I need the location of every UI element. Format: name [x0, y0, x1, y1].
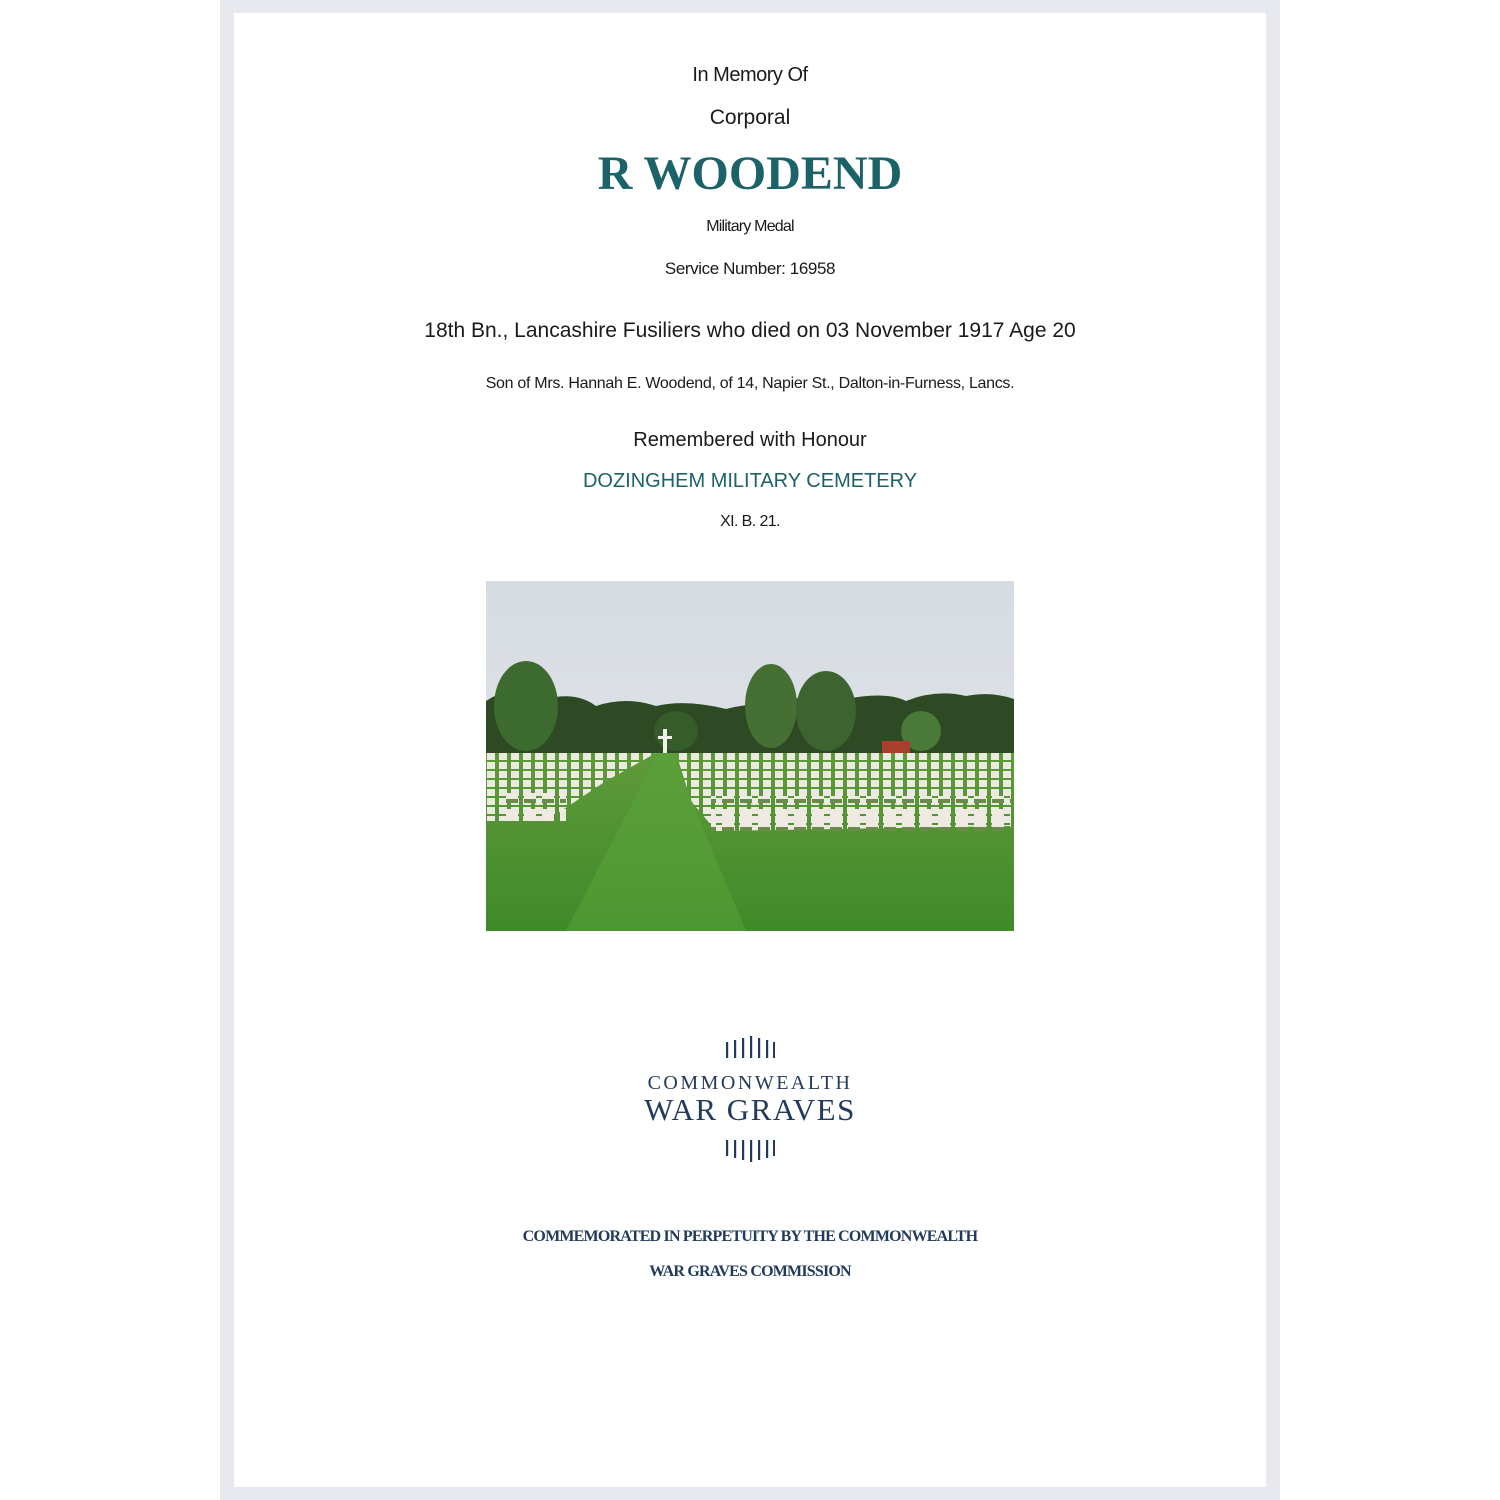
logo-text-commonwealth: COMMONWEALTH — [647, 1072, 853, 1094]
service-number: Service Number: 16958 — [664, 259, 836, 278]
logo-bars-bottom-icon — [725, 1140, 775, 1162]
footer-line-2: WAR GRAVES COMMISSION — [649, 1263, 851, 1280]
grave-reference: XI. B. 21. — [720, 513, 780, 530]
logo-bars-top-icon — [725, 1036, 775, 1058]
in-memory-heading: In Memory Of — [692, 64, 808, 86]
logo-text-war-graves: WAR GRAVES — [644, 1092, 856, 1127]
honours-awards: Military Medal — [706, 218, 794, 235]
rank: Corporal — [709, 106, 791, 129]
footer-line-1: COMMEMORATED IN PERPETUITY BY THE COMMONWEALTH — [522, 1228, 978, 1245]
casualty-name: R WOODEND — [597, 147, 903, 200]
cemetery-name[interactable]: DOZINGHEM MILITARY CEMETERY — [582, 470, 918, 492]
family-info: Son of Mrs. Hannah E. Woodend, of 14, Napier St., Dalton-in-Furness, Lancs. — [485, 375, 1015, 392]
cwgc-logo — [620, 1030, 880, 1170]
remembered-with-honour: Remembered with Honour — [633, 429, 867, 451]
unit-and-death: 18th Bn., Lancashire Fusiliers who died on 03 November 1917 Age 20 — [424, 319, 1076, 342]
cemetery-photo — [486, 581, 1014, 931]
